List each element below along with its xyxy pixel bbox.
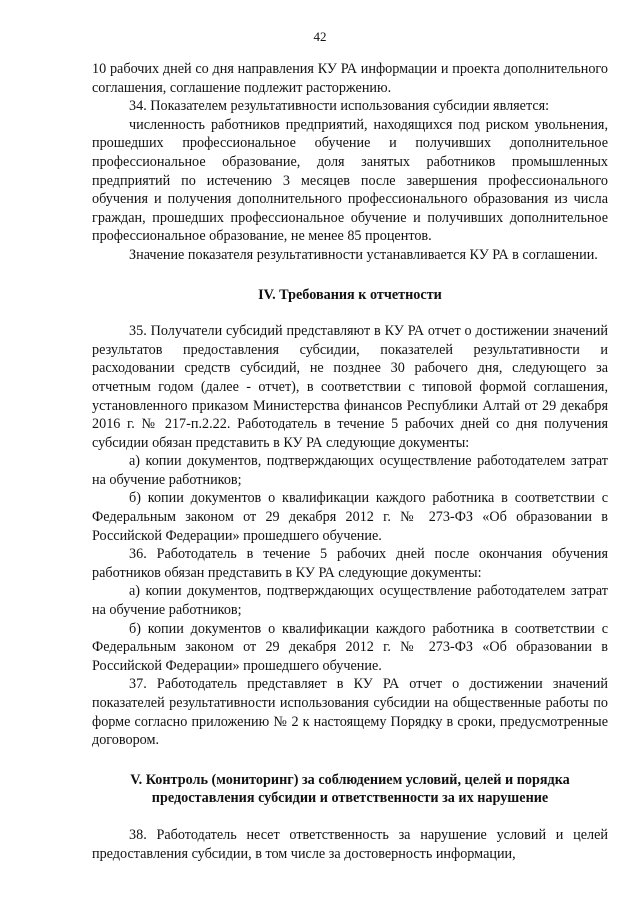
- section-heading: IV. Требования к отчетности: [258, 286, 442, 303]
- paragraph: 36. Работодатель в течение 5 рабочих дней после окончания обучения работников обязан представить в КУ РА следующие документы:: [92, 546, 608, 581]
- paragraph: а) копии документов, подтверждающих осуществление работодателем затрат на обучение работников;: [92, 453, 608, 488]
- paragraph: б) копии документов о квалификации каждого работника в соответствии с Федеральным законом от 29 декабря 2012 г. № 273-ФЗ «Об образовании в Российской Федерации» прошедшего обучение.: [92, 490, 608, 544]
- paragraph: 35. Получатели субсидий представляют в КУ РА отчет о достижении значений результатов предоставления субсидии, показателей результативности и расходовании средств субсидий, не позднее 30 рабочего дня, следующего за отчетным годом (далее - отчет), в соответствии с типовой формой соглашения, установленного приказом Министерства финансов Республики Алтай от 29 декабря 2016 г. № 217-п.2.22. Работодатель в течение 5 рабочих дней со дня получения субсидии обязан представить в КУ РА следующие документы:: [92, 323, 608, 451]
- section-heading: V. Контроль (мониторинг) за соблюдением условий, целей и порядка предоставления субсидии и ответственности за их нарушение: [130, 771, 570, 807]
- paragraph: 34. Показателем результативности использования субсидии является:: [129, 98, 550, 115]
- paragraph: а) копии документов, подтверждающих осуществление работодателем затрат на обучение работников;: [92, 583, 608, 619]
- paragraph: 10 рабочих дней со дня направления КУ РА информации и проекта дополнительного соглашения, соглашение подлежит расторжению.: [92, 61, 608, 96]
- paragraph: численность работников предприятий, находящихся под риском увольнения, прошедших профессиональное обучение и получивших дополнительное профессиональное образование, доля занятых работников промышленных предприятий по истечению 3 месяцев после завершения профессионального обучения и получения дополнительного профессионального образования из числа граждан, прошедших профессиональное обучение и получивших дополнительное профессиональное образование, не менее 85 процентов.: [92, 116, 608, 245]
- paragraph: 38. Работодатель несет ответственность за нарушение условий и целей предоставления субсидии, в том числе за достоверность информации,: [92, 826, 608, 862]
- paragraph: 37. Работодатель представляет в КУ РА отчет о достижении значений показателей результативности использования субсидии на общественные работы по форме согласно приложению № 2 к настоящему Порядку в сроки, предусмотренные договором.: [92, 676, 608, 749]
- paragraph: б) копии документов о квалификации каждого работника в соответствии с Федеральным законом от 29 декабря 2012 г. № 273-ФЗ «Об образовании в Российской Федерации» прошедшего обучение.: [92, 620, 608, 674]
- page-number: 42: [313, 29, 327, 44]
- paragraph: Значение показателя результативности устанавливается КУ РА в соглашении.: [129, 246, 598, 263]
- document-body: [92, 60, 608, 863]
